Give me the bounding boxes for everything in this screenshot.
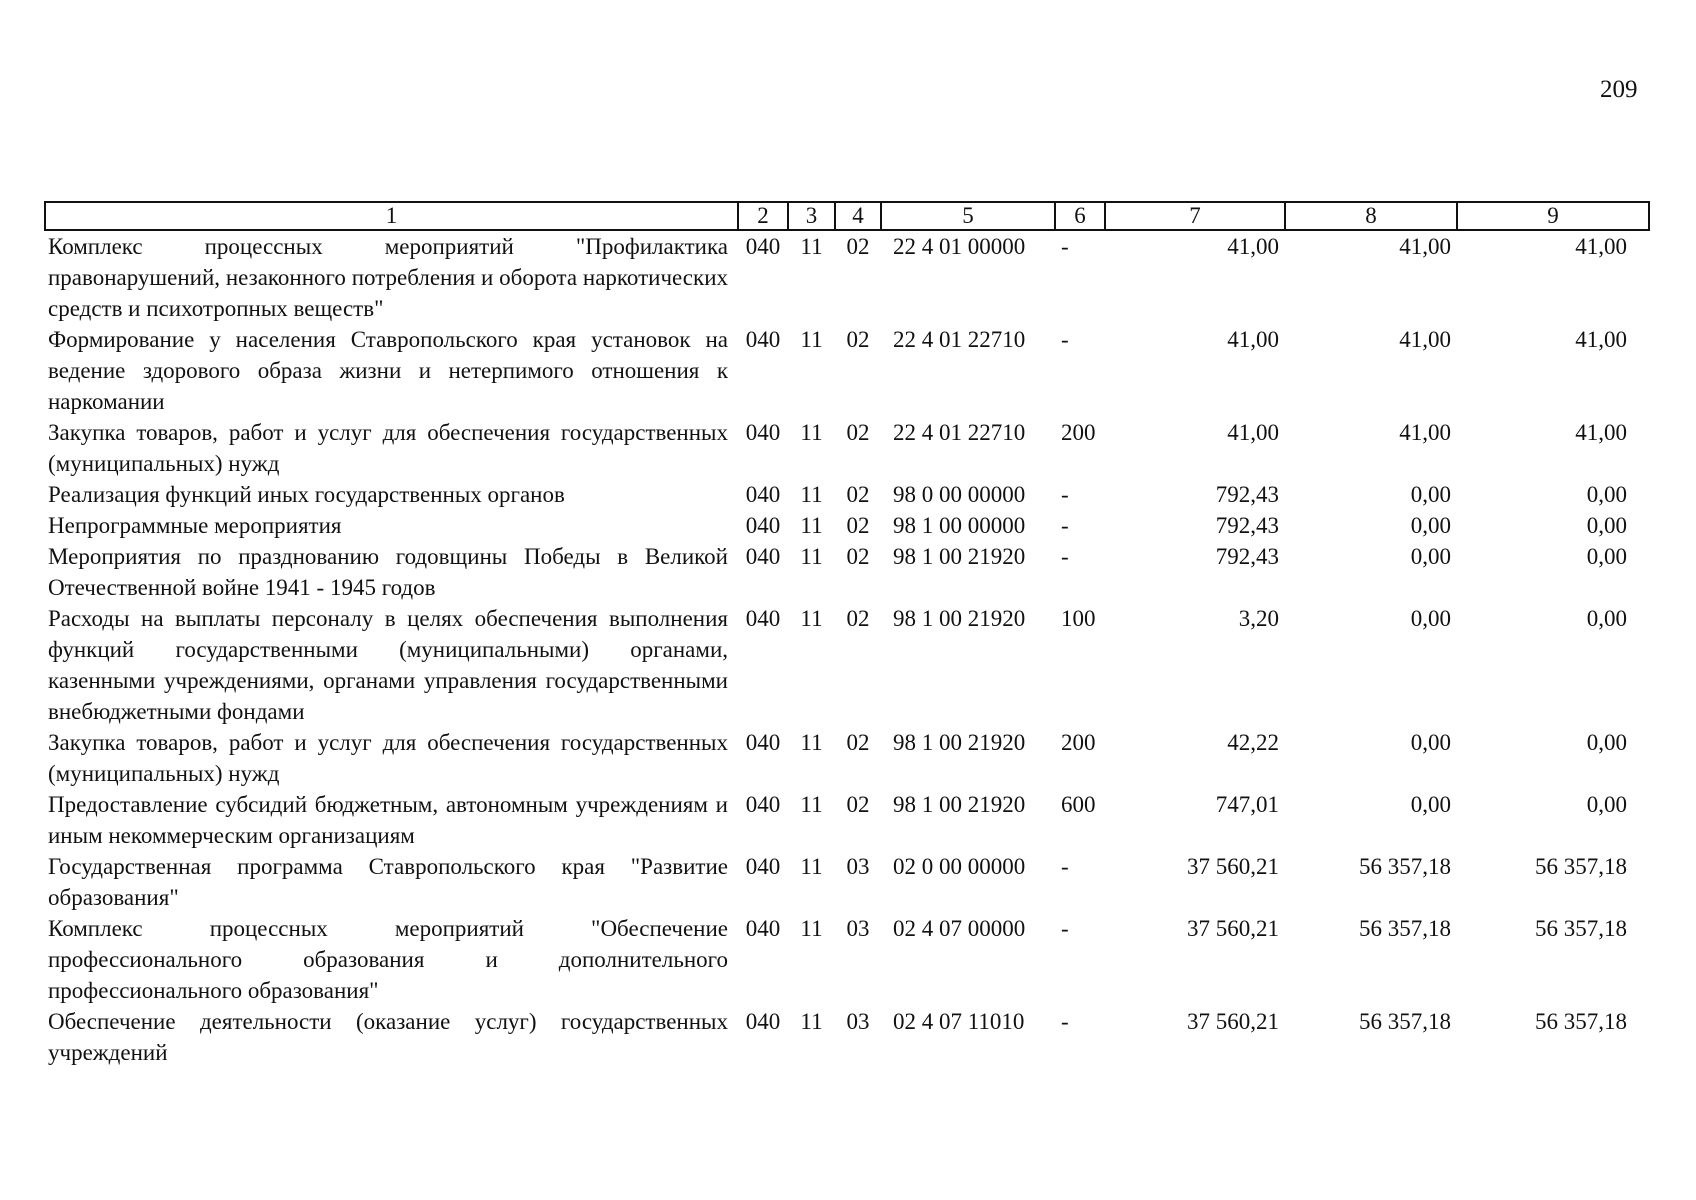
row-amount-col7: 41,00 <box>1227 420 1279 445</box>
row-amount-col9: 56 357,18 <box>1535 916 1627 941</box>
row-description: Расходы на выплаты персоналу в целях обеспечения выполнения функций государственными (муниципальными) органами, казенными учреждениями, органами управления государственными внебюджетными фондами <box>48 606 728 724</box>
row-ministry-code: 040 <box>745 792 781 817</box>
row-expense-type: - <box>1061 482 1069 507</box>
row-amount-col7: 792,43 <box>1215 513 1279 538</box>
table-row <box>45 541 1649 603</box>
row-amount-col7: 41,00 <box>1227 234 1279 259</box>
header-cell-col9: 9 <box>1457 202 1649 230</box>
row-subsection-code: 03 <box>846 854 870 879</box>
row-subsection-code: 02 <box>846 513 870 538</box>
row-description: Закупка товаров, работ и услуг для обеспечения государственных (муниципальных) нужд <box>48 730 728 786</box>
row-amount-col8: 0,00 <box>1410 792 1451 817</box>
row-ministry-code: 040 <box>745 854 781 879</box>
row-expense-type: - <box>1061 234 1069 259</box>
table-header <box>45 202 1649 230</box>
row-target-article: 98 1 00 00000 <box>893 513 1026 538</box>
row-description: Формирование у населения Ставропольского края установок на ведение здорового образа жизни и нетерпимого отношения к наркомании <box>48 327 728 414</box>
row-section-code: 11 <box>800 513 823 538</box>
header-cell-col5: 5 <box>881 202 1055 230</box>
row-amount-col9: 0,00 <box>1586 513 1627 538</box>
row-subsection-code: 02 <box>846 730 870 755</box>
row-expense-type: 200 <box>1061 730 1096 755</box>
table-row <box>45 417 1649 479</box>
row-amount-col9: 56 357,18 <box>1535 1009 1627 1034</box>
row-amount-col9: 0,00 <box>1586 482 1627 507</box>
row-amount-col8: 41,00 <box>1399 234 1451 259</box>
table-row <box>45 913 1649 1006</box>
row-amount-col9: 56 357,18 <box>1535 854 1627 879</box>
row-amount-col8: 56 357,18 <box>1359 916 1451 941</box>
row-amount-col8: 0,00 <box>1410 544 1451 569</box>
table-body <box>45 230 1649 1068</box>
table-row <box>45 789 1649 851</box>
row-expense-type: - <box>1061 854 1069 879</box>
row-description: Закупка товаров, работ и услуг для обеспечения государственных (муниципальных) нужд <box>48 420 728 476</box>
header-cell-col7: 7 <box>1105 202 1285 230</box>
row-description: Комплекс процессных мероприятий "Обеспечение профессионального образования и дополнительного профессионального образования" <box>48 916 728 1003</box>
row-subsection-code: 02 <box>846 544 870 569</box>
row-section-code: 11 <box>800 234 823 259</box>
row-ministry-code: 040 <box>745 513 781 538</box>
row-target-article: 98 1 00 21920 <box>893 730 1026 755</box>
row-amount-col7: 3,20 <box>1238 606 1279 631</box>
row-amount-col9: 41,00 <box>1575 234 1627 259</box>
row-target-article: 02 4 07 00000 <box>893 916 1026 941</box>
row-amount-col9: 41,00 <box>1575 420 1627 445</box>
row-description: Предоставление субсидий бюджетным, автономным учреждениям и иным некоммерческим организациям <box>48 792 728 848</box>
row-amount-col7: 37 560,21 <box>1187 1009 1279 1034</box>
row-amount-col8: 0,00 <box>1410 482 1451 507</box>
row-expense-type: - <box>1061 513 1069 538</box>
row-subsection-code: 03 <box>846 916 870 941</box>
row-description: Реализация функций иных государственных органов <box>48 482 565 507</box>
page-number: 209 <box>1600 76 1638 103</box>
row-ministry-code: 040 <box>745 730 781 755</box>
row-amount-col7: 41,00 <box>1227 327 1279 352</box>
row-target-article: 22 4 01 00000 <box>893 234 1026 259</box>
row-ministry-code: 040 <box>745 606 781 631</box>
table-row <box>45 727 1649 789</box>
row-section-code: 11 <box>800 792 823 817</box>
header-cell-col8: 8 <box>1285 202 1457 230</box>
row-amount-col8: 56 357,18 <box>1359 1009 1451 1034</box>
row-description: Обеспечение деятельности (оказание услуг) государственных учреждений <box>48 1009 728 1065</box>
header-cell-col3: 3 <box>788 202 835 230</box>
row-target-article: 02 0 00 00000 <box>893 854 1026 879</box>
row-amount-col7: 37 560,21 <box>1187 916 1279 941</box>
row-amount-col9: 0,00 <box>1586 544 1627 569</box>
row-amount-col9: 0,00 <box>1586 730 1627 755</box>
row-amount-col7: 747,01 <box>1215 792 1279 817</box>
header-cell-col6: 6 <box>1055 202 1105 230</box>
row-target-article: 98 1 00 21920 <box>893 544 1026 569</box>
row-section-code: 11 <box>800 730 823 755</box>
row-section-code: 11 <box>800 482 823 507</box>
row-ministry-code: 040 <box>745 1009 781 1034</box>
header-row <box>45 202 1649 230</box>
row-ministry-code: 040 <box>745 544 781 569</box>
table-row <box>45 510 1649 541</box>
table-row <box>45 324 1649 417</box>
row-expense-type: - <box>1061 1009 1069 1034</box>
row-expense-type: - <box>1061 327 1069 352</box>
row-target-article: 22 4 01 22710 <box>893 327 1026 352</box>
row-expense-type: 200 <box>1061 420 1096 445</box>
table-row <box>45 479 1649 510</box>
row-ministry-code: 040 <box>745 327 781 352</box>
row-target-article: 98 0 00 00000 <box>893 482 1026 507</box>
row-amount-col7: 37 560,21 <box>1187 854 1279 879</box>
row-description: Государственная программа Ставропольского края "Развитие образования" <box>48 854 728 910</box>
row-amount-col7: 792,43 <box>1215 544 1279 569</box>
row-section-code: 11 <box>800 544 823 569</box>
row-ministry-code: 040 <box>745 420 781 445</box>
header-cell-col2: 2 <box>738 202 788 230</box>
table-row <box>45 851 1649 913</box>
row-subsection-code: 02 <box>846 327 870 352</box>
row-section-code: 11 <box>800 420 823 445</box>
row-ministry-code: 040 <box>745 482 781 507</box>
table-row <box>45 603 1649 727</box>
row-expense-type: - <box>1061 916 1069 941</box>
row-section-code: 11 <box>800 1009 823 1034</box>
row-amount-col8: 41,00 <box>1399 327 1451 352</box>
row-subsection-code: 03 <box>846 1009 870 1034</box>
header-cell-col1: 1 <box>45 202 738 230</box>
row-subsection-code: 02 <box>846 482 870 507</box>
row-amount-col8: 41,00 <box>1399 420 1451 445</box>
row-ministry-code: 040 <box>745 916 781 941</box>
row-section-code: 11 <box>800 327 823 352</box>
row-amount-col7: 42,22 <box>1227 730 1279 755</box>
row-target-article: 02 4 07 11010 <box>893 1009 1025 1034</box>
row-ministry-code: 040 <box>745 234 781 259</box>
row-section-code: 11 <box>800 606 823 631</box>
row-subsection-code: 02 <box>846 420 870 445</box>
budget-table <box>44 201 1650 1068</box>
row-amount-col9: 0,00 <box>1586 792 1627 817</box>
row-section-code: 11 <box>800 916 823 941</box>
row-amount-col8: 0,00 <box>1410 513 1451 538</box>
row-subsection-code: 02 <box>846 792 870 817</box>
row-description: Мероприятия по празднованию годовщины Победы в Великой Отечественной войне 1941 - 1945 годов <box>48 544 728 600</box>
row-expense-type: 600 <box>1061 792 1096 817</box>
row-amount-col8: 56 357,18 <box>1359 854 1451 879</box>
row-amount-col8: 0,00 <box>1410 730 1451 755</box>
row-subsection-code: 02 <box>846 606 870 631</box>
row-expense-type: - <box>1061 544 1069 569</box>
row-description: Непрограммные мероприятия <box>48 513 342 538</box>
row-target-article: 98 1 00 21920 <box>893 606 1026 631</box>
row-target-article: 98 1 00 21920 <box>893 792 1026 817</box>
row-amount-col7: 792,43 <box>1215 482 1279 507</box>
row-subsection-code: 02 <box>846 234 870 259</box>
header-cell-col4: 4 <box>835 202 881 230</box>
row-expense-type: 100 <box>1061 606 1096 631</box>
row-amount-col8: 0,00 <box>1410 606 1451 631</box>
table-row <box>45 1006 1649 1068</box>
row-amount-col9: 41,00 <box>1575 327 1627 352</box>
table-row <box>45 230 1649 324</box>
row-section-code: 11 <box>800 854 823 879</box>
row-description: Комплекс процессных мероприятий "Профилактика правонарушений, незаконного потребления и оборота наркотических средств и психотропных веществ" <box>48 234 728 321</box>
row-target-article: 22 4 01 22710 <box>893 420 1026 445</box>
row-amount-col9: 0,00 <box>1586 606 1627 631</box>
